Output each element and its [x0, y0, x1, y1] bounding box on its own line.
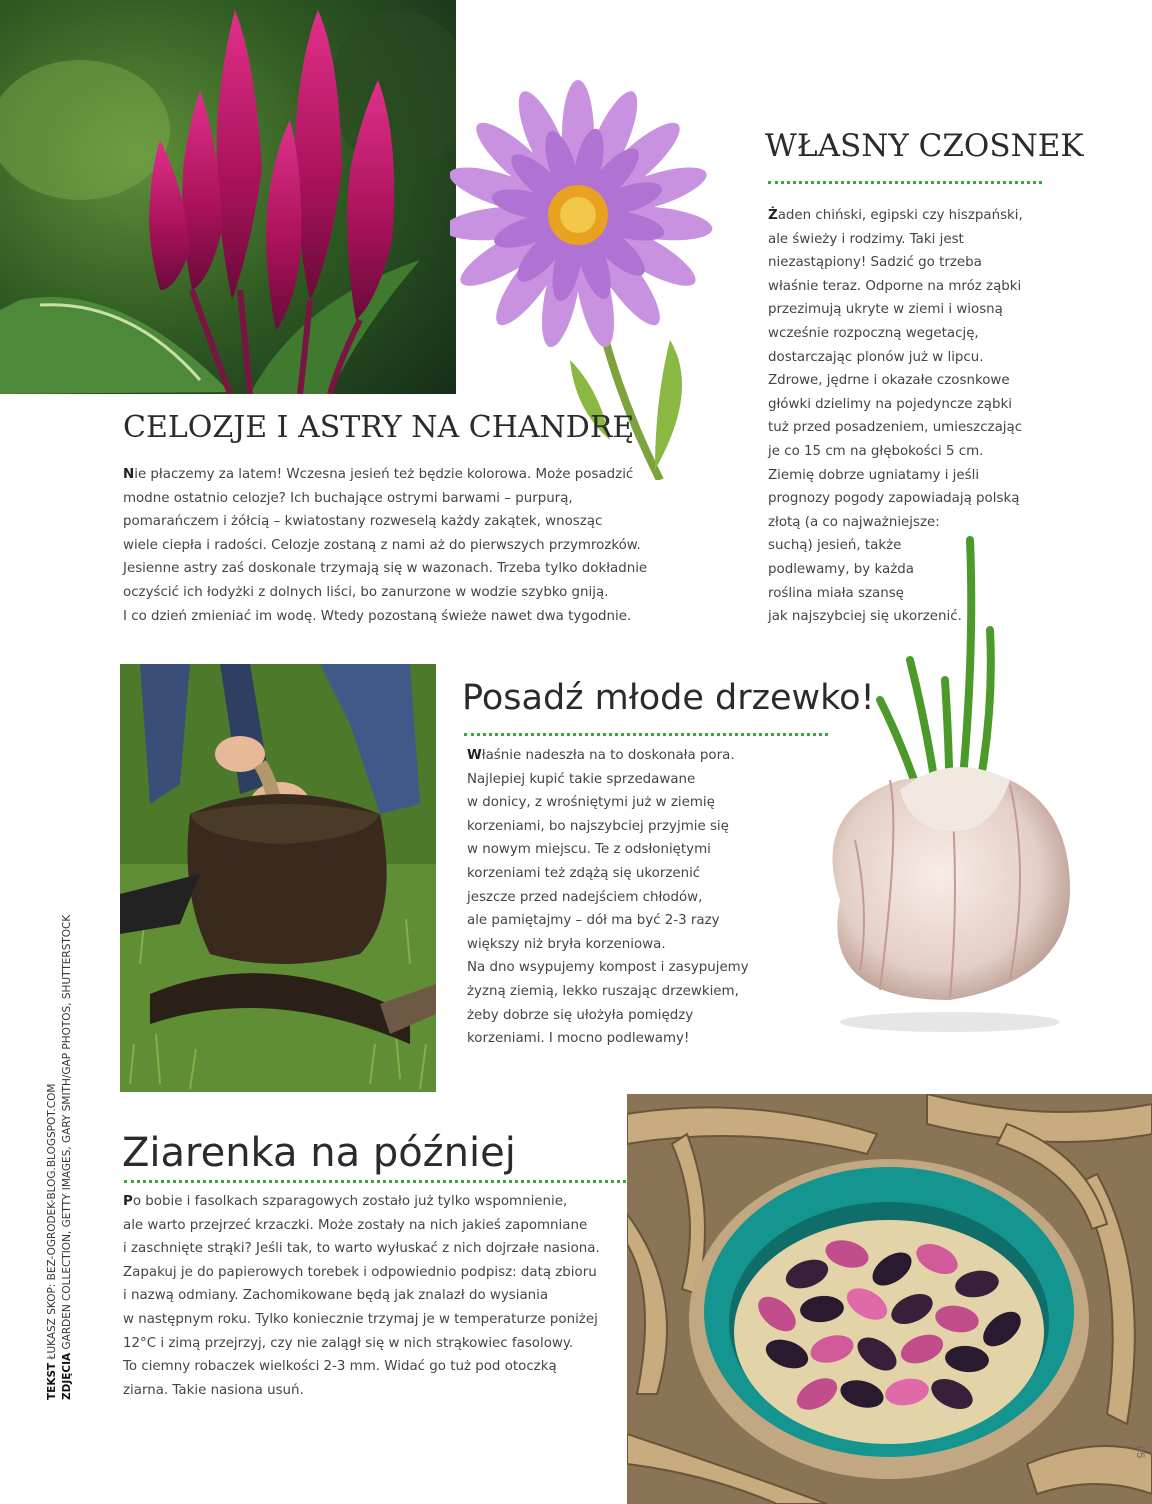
beans-photo [627, 1094, 1152, 1504]
czosnek-divider [768, 181, 1042, 184]
page-number: 05 [1134, 1446, 1146, 1459]
photo-credits: TEKST ŁUKASZ SKOP: BEZ-OGRODEK-BLOG.BLOGSPOT.COM ZDJĘCIA GARDEN COLLECTION, GETTY IMAGES, GARY SMITH/GAP PHOTOS, SHUTTERSTOCK [46, 914, 73, 1400]
celozje-body: Nie płaczemy za latem! Wczesna jesień też będzie kolorowa. Może posadzić modne ostatnio celozje? Ich buchające ostrymi barwami – purpurą, pomarańczem i żółcią – kwiatostany rozweselą każdy zakątek, wnosząc wiele ciepła i radości. Celozje zostaną z nami aż do pierwszych przymrozków. Jesienne astry zaś doskonale trzymają się w wazonach. Trzeba tylko dokładnie oczyścić ich łodyżki z dolnych liści, bo zanurzone w wodzie szybko gniją. I co dzień zmieniać im wodę. Wtedy pozostaną świeże nawet dwa tygodnie. [123, 467, 648, 624]
celozje-title: CELOZJE I ASTRY NA CHANDRĘ [123, 410, 635, 445]
celozje-dropcap: N [123, 467, 135, 482]
ziarenka-body: Po bobie i fasolkach szparagowych zostało już tylko wspomnienie, ale warto przejrzeć krzaczki. Może zostały na nich jakieś zapomniane i zaschnięte strąki? Jeśli tak, to warto wyłuskać z nich dojrzałe nasiona. Zapakuj je do papierowych torebek i odpowiednio podpisz: datą zbioru i nazwą odmiany. Zachomikowane będą jak znalazł do wysiania w następnym roku. Tylko koniecznie trzymaj je w temperaturze poniżej 12°C i zimą przejrzyj, czy nie zalągł się w nich strąkowiec fasolowy. To ciemny robaczek wielkości 2-3 mm. Widać go tuż pod otoczką ziarna. Takie nasiona usuń. [123, 1194, 600, 1398]
garlic-photo [780, 510, 1080, 1040]
drzewko-dropcap: W [467, 748, 482, 763]
tree-planting-photo [120, 664, 436, 1092]
ziarenka-dropcap: P [123, 1194, 133, 1209]
czosnek-body: Żaden chiński, egipski czy hiszpański, ale świeży i rodzimy. Taki jest niezastąpiony! Sadzić go trzeba właśnie teraz. Odporne na mróz ząbki przezimują ukryte w ziemi i wiosną wcześnie rozpoczną wegetację, dostarczając plonów już w lipcu. Zdrowe, jędrne i okazałe czosnkowe główki dzielimy na pojedyncze ząbki tuż przed posadzeniem, umieszczając je co 15 cm na głębokości 5 cm. Ziemię dobrze ugniatamy i jeśli prognozy pogody zapowiadają polską złotą (a co najważniejsze: suchą) jesień, także podlewamy, by każda roślina miała szansę jak najszybciej się ukorzenić. [768, 208, 1023, 625]
ziarenka-title: Ziarenka na później [122, 1130, 516, 1176]
drzewko-title: Posadź młode drzewko! [462, 678, 875, 718]
celosia-photo [0, 0, 456, 394]
drzewko-divider [464, 733, 828, 736]
czosnek-dropcap: Ż [768, 208, 778, 223]
czosnek-title: WŁASNY CZOSNEK [765, 128, 1084, 164]
drzewko-body: Właśnie nadeszła na to doskonała pora. Najlepiej kupić takie sprzedawane w donicy, z wrośniętymi już w ziemię korzeniami, bo najszybciej przyjmie się w nowym miejscu. Te z odsłoniętymi korzeniami też zdążą się ukorzenić jeszcze przed nadejściem chłodów, ale pamiętajmy – dół ma być 2-3 razy większy niż bryła korzeniowa. Na dno wsypujemy kompost i zasypujemy żyzną ziemią, lekko ruszając drzewkiem, żeby dobrze się ułożyła pomiędzy korzeniami. I mocno podlewamy! [467, 748, 749, 1047]
ziarenka-divider [124, 1180, 626, 1183]
